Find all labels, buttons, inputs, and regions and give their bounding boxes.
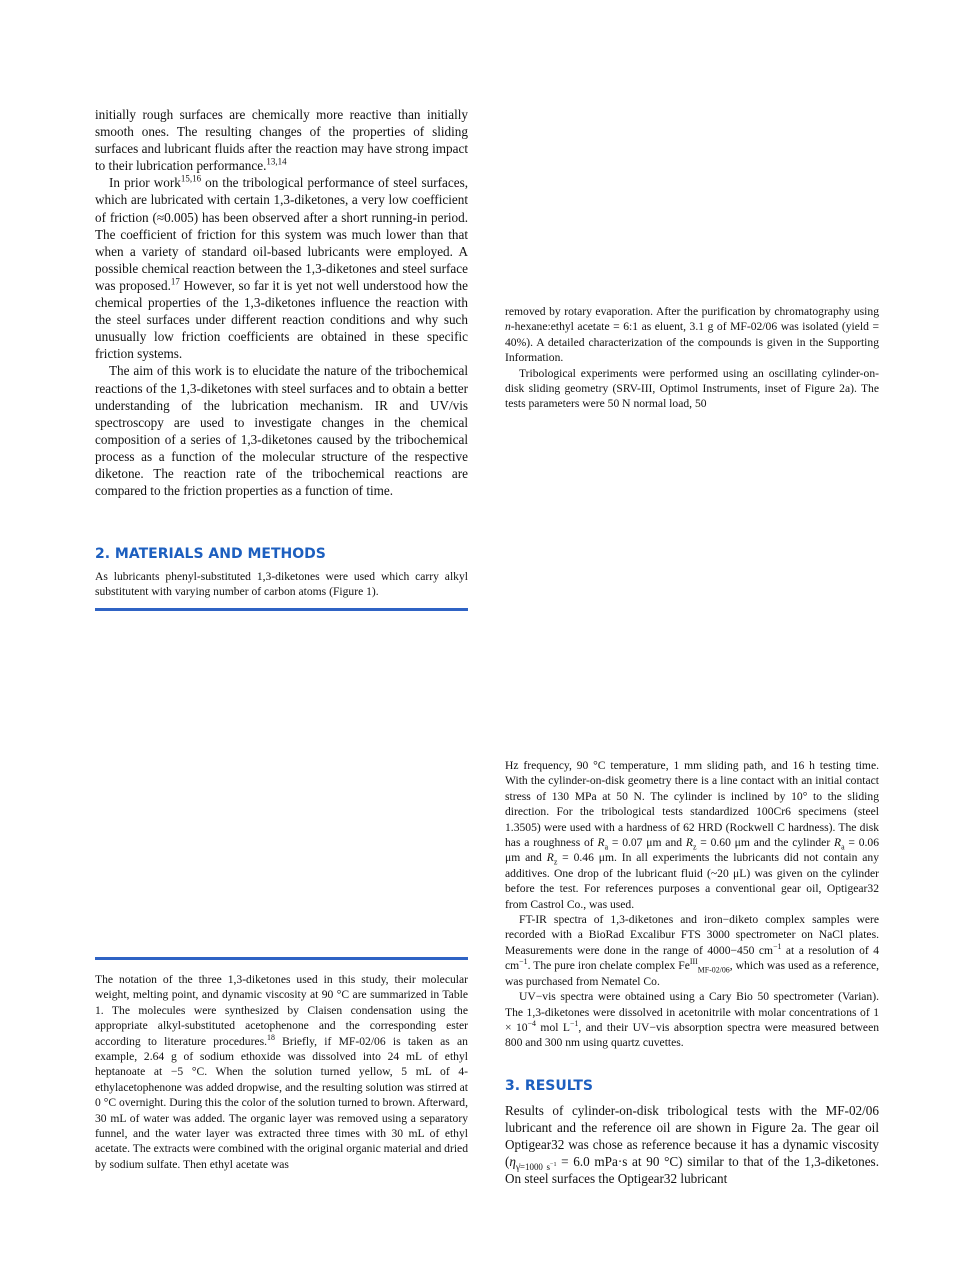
section-heading-results: 3. RESULTS: [505, 1078, 593, 1094]
paragraph-results: Results of cylinder-on-disk tribological tests with the MF-02/06 lubricant and the reference oil are shown in Figure 2a. The gear oil Optigear32 was chose as reference because it has a dynamic viscosity ($\eta_{\gammȧ=1000 s^{-1}} = 6.0$ mPa·s at 90 °C) similar to that of the 1,3-diketones. On steel surfaces the Optigear32 lubricant: [505, 1103, 879, 1187]
paragraph-prior-work: In prior work$^{15,16}$ on the tribological performance of steel surfaces, which are lubricated with certain 1,3-diketones, a very low coefficient of friction (≈0.005) has been observed after a short running-in period. The coefficient of friction for this system was much lower than that when a variety of standard oil-based lubricants were employed. A possible chemical reaction between the 1,3-diketones and steel surface was proposed.$^{17}$ However, so far it is yet not well understood how the chemical properties of the 1,3-diketones influence the reaction with the steel surfaces under different reaction conditions and why such unusually low friction coefficients are obtained in these specific friction systems.: [95, 173, 468, 362]
figure-top-rule: [95, 608, 468, 611]
right-column-results: [505, 1102, 879, 1187]
section-heading-materials-methods: 2. MATERIALS AND METHODS: [95, 546, 326, 562]
paragraph-tribological-setup: Tribological experiments were performed using an oscillating cylinder-on-disk sliding geometry (SRV-III, Optimol Instruments, inset of Figure 2a). The tests parameters were 50 N normal load, 50: [505, 366, 879, 411]
right-column-top: [505, 304, 879, 412]
paragraph-ftir: FT-IR spectra of 1,3-diketones and iron−diketo complex samples were recorded with a BioRad Excalibur FTS 3000 spectrometer on NaCl plates. Measurements were done in the range of 4000−450 $cm^{-1}$ at a resolution of 4 $cm^{-1}$. The pure iron chelate complex $Fe^{III}_{MF-02/06}$, which was used as a reference, was purchased from Nematel Co.: [505, 913, 880, 988]
paragraph-synthesis: The notation of the three 1,3-diketones used in this study, their molecular weight, melting point, and dynamic viscosity at 90 °C are summarized in Table 1. The molecules were synthesized by Claisen condensation using the appropriate alkyl-substituted acetophenone and the corresponding ester according to literature procedures.$^{18}$ Briefly, if MF-02/06 is taken as an example, 2.64 g of sodium ethoxide was dissolved into 24 mL of ethyl heptanoate at −5 °C. When the solution turned yellow, 5 mL of 4-ethylacetophenone was added dropwise, and the resulting solution was stirred at 0 °C overnight. During this the color of the solution turned to brown. Afterward, 30 mL of water was added. The organic layer was removed using a separatory funnel, and the water layer was extracted three times with 30 mL of ethyl acetate. The extracts were combined with the original organic material and dried by sodium sulfate. Then ethyl acetate was: [95, 973, 468, 1171]
paragraph-test-conditions: Hz frequency, 90 °C temperature, 1 mm sliding path, and 16 h testing time. With the cylinder-on-disk geometry there is a line contact with an initial contact stress of 130 MPa at 50 N. The cylinder is inclined by 10° to the sliding direction. For the tribological tests standardized 100Cr6 specimens (steel 1.3505) were used with a hardness of 62 HRD (Rockwell C hardness). The disk has a roughness of $R_a = 0.07$ μm and $R_z = 0.60$ μm and the cylinder $R_a = 0.06$ μm and $R_z = 0.46$ μm. In all experiments the lubricants did not contain any additives. One drop of the lubricant fluid (~20 μL) was given on the cylinder before the test. For references purposes a conventional gear oil, Optigear32 from Castrol Co., was used.: [505, 759, 879, 911]
figure-bottom-rule: [95, 957, 468, 960]
paragraph-surfaces: initially rough surfaces are chemically more reactive than initially smooth ones. The resulting changes of the properties of sliding surfaces and lubricant fluids after the reaction may have strong impact to their lubrication performance.$^{13,14}$: [95, 107, 468, 174]
left-column-lubricants: [95, 569, 468, 600]
left-column-bottom: [95, 972, 468, 1172]
citation: 13,14: [266, 156, 287, 167]
right-column-bottom: [505, 758, 879, 1051]
paragraph-uvvis: UV−vis spectra were obtained using a Cary Bio 50 spectrometer (Varian). The 1,3-diketones were dissolved in acetonitrile with molar concentrations of $1 \times 10^{-4}$ mol $L^{-1}$, and their UV−vis absorption spectra were measured between 800 and 300 nm using quartz cuvettes.: [505, 990, 880, 1050]
paragraph-purification: removed by rotary evaporation. After the purification by chromatography using n-hexane:ethyl acetate = 6:1 as eluent, 3.1 g of MF-02/06 was isolated (yield = 40%). A detailed characterization of the compounds is given in the Supporting Information.: [505, 305, 879, 365]
citation: 18: [267, 1032, 275, 1042]
paragraph-aim: The aim of this work is to elucidate the nature of the tribochemical reactions of the 1,3-diketones with steel surfaces and to obtain a better understanding of the lubrication mechanism. IR and UV/vis spectroscopy are used to investigate changes in the chemical composition of a series of 1,3-diketones caused by the tribochemical process as a function of the molecular structure of the respective diketone. The reaction rate of the tribochemical reactions are compared to the friction properties as a function of time.: [95, 363, 468, 499]
left-column-top: [95, 106, 468, 499]
citation: 17: [170, 276, 180, 287]
paragraph-lubricants: As lubricants phenyl-substituted 1,3-diketones were used which carry alkyl substitutent with varying number of carbon atoms (Figure 1).: [95, 570, 468, 599]
citation: 15,16: [180, 173, 202, 184]
